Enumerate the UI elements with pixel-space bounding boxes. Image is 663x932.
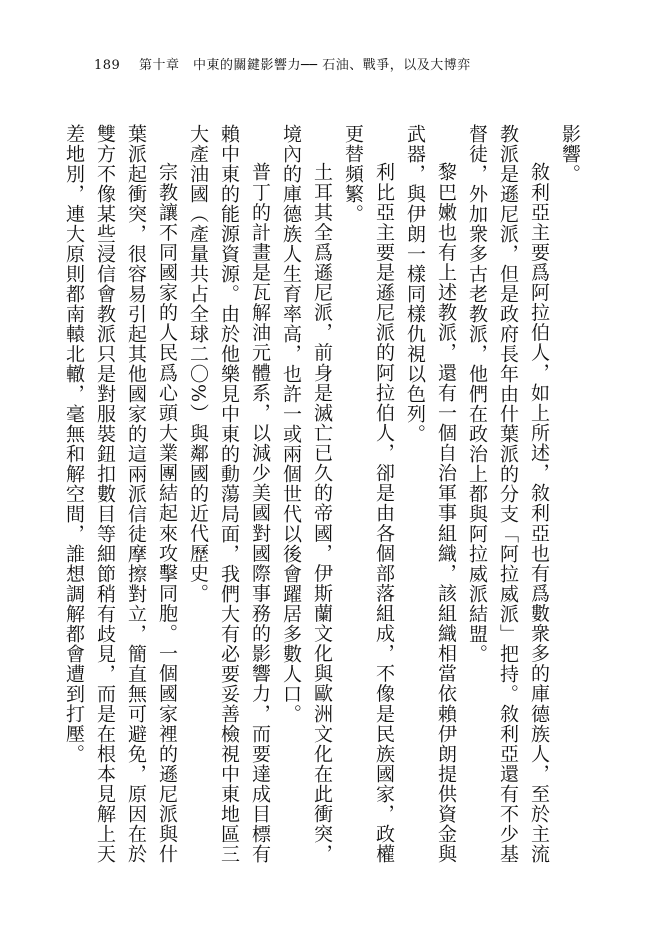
paragraph-6: 普丁的計畫是瓦解油元體系，以減少美國對國際事務的影響力，而要達成目標有賴中東的能源資源。由於他樂見中東的動蕩局面，我們大有必要妥善檢視中東地區三大產油國（產量共占全球二〇%）與鄰國的近代歷史。: [187, 124, 271, 864]
paragraph-5: 土耳其全爲遜尼派，前身是滅亡已久的帝國，伊斯蘭文化與歐洲文化在此衝突，境內的庫德族人生育率高，也許一或兩個世代以後會躍居多數人口。: [280, 124, 333, 864]
page-number: 189: [94, 58, 121, 73]
body-text: [63, 124, 585, 864]
paragraph-7: 宗教讓不同國家的人民爲心頭大業團結起來攻擊同胞。一個國家裡的遜尼派與什葉派起衝突，很容易引起其他國家的這兩派信徒摩擦對立，簡直無可避免，原因在於雙方不像某些浸信會教派只是對服裝鈕扣數目等細節稍有歧見，而是在根本見解上天差地別，連大原則都南轅北轍，毫無和解空間，誰想調解都會遭到打壓。: [63, 124, 178, 864]
paragraph-3: 黎巴嫩也有上述教派，還有一個自治軍事組織，該組織相當依賴伊朗提供資金與武器，與伊朗一樣同樣仇視以色列。: [404, 124, 457, 864]
paragraph-1: 影響。: [559, 124, 581, 184]
running-header: [94, 54, 471, 73]
paragraph-4: 利比亞主要是遜尼派的阿拉伯人，卻是由各個部落組成，不像是民族國家，政權更替頻繁。: [342, 124, 395, 864]
chapter-title: 第十章 中東的關鍵影響力── 石油、戰爭，以及大博弈: [138, 58, 471, 73]
paragraph-2: 敘利亞主要爲阿拉伯人，如上所述，敘利亞也有爲數衆多的庫德族人，至於主流教派是遜尼派，但是政府長年由什葉派的分支「阿拉威派」把持。敘利亞還有不少基督徒，外加衆多古老教派，他們在政治上都與阿拉威派結盟。: [466, 124, 550, 864]
